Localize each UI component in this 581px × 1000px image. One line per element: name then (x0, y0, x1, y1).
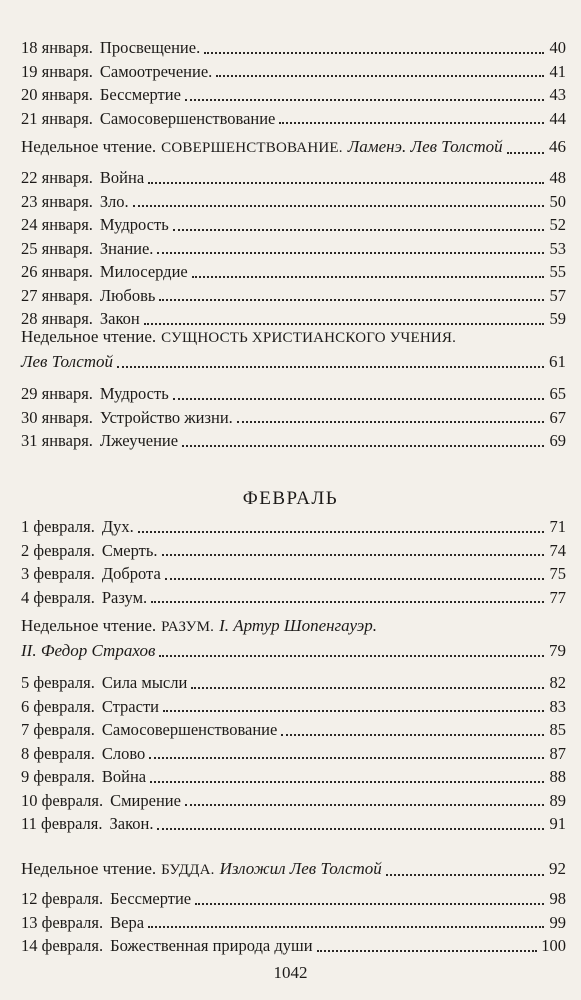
entry-date: 11 февраля. (21, 814, 103, 833)
weekly-reading-author-line[interactable] (21, 639, 566, 663)
entry-page: 67 (549, 407, 566, 427)
entry-title: Разум. (101, 587, 148, 607)
entry-date: 29 января. (21, 384, 93, 403)
leader-dots (195, 903, 544, 905)
entry-date: 28 января. (21, 309, 93, 328)
entry-date: 8 февраля. (21, 743, 95, 763)
entry-page: 52 (549, 215, 566, 234)
entry-title: Самоотречение. (99, 61, 213, 81)
entry-title: Война (99, 168, 145, 187)
entry-title: Бессмертие (99, 85, 181, 104)
toc-entry[interactable] (21, 382, 566, 406)
entry-title: Устройство жизни. (99, 407, 233, 427)
entry-page: 55 (549, 262, 566, 281)
entry-title: Мудрость (99, 215, 169, 234)
entry-page: 57 (549, 285, 566, 305)
entry-page: 99 (549, 912, 566, 932)
entry-title: Любовь (99, 285, 156, 305)
entry-date: 4 февраля. (21, 587, 95, 607)
reading-author: Изложил Лев Толстой (219, 859, 382, 878)
entry-page: 44 (549, 108, 566, 128)
reading-author: Лев Толстой (21, 352, 114, 371)
entry-page: 87 (549, 743, 566, 763)
entry-title: Война (101, 767, 147, 786)
toc-entry[interactable] (21, 406, 566, 430)
leader-dots (149, 757, 544, 759)
leader-dots (173, 229, 544, 231)
reading-label: Недельное чтение. (21, 327, 157, 346)
toc-group (21, 614, 566, 836)
entry-page: 79 (549, 641, 566, 660)
entry-page: 88 (549, 767, 566, 786)
entry-page: 71 (549, 517, 566, 536)
entry-title: Зло. (99, 191, 129, 211)
toc-entry[interactable] (21, 765, 566, 789)
entry-title: Страсти (101, 696, 159, 716)
entry-page: 82 (549, 673, 566, 692)
toc-entry[interactable] (21, 83, 566, 107)
entry-page: 46 (549, 137, 566, 156)
leader-dots (191, 687, 544, 689)
entry-date: 12 февраля. (21, 889, 104, 908)
toc-group (21, 36, 566, 130)
toc-entry[interactable] (21, 190, 566, 214)
toc-entry[interactable] (21, 237, 566, 261)
weekly-reading-entry[interactable] (21, 325, 566, 350)
leader-dots (159, 299, 544, 301)
entry-page: 100 (541, 936, 566, 955)
leader-dots (138, 531, 544, 533)
entry-page: 43 (549, 85, 566, 104)
entry-date: 5 февраля. (21, 673, 95, 692)
entry-title: Дух. (101, 517, 134, 536)
entry-date: 10 февраля. (21, 790, 104, 810)
toc-entry[interactable] (21, 515, 566, 539)
entry-title: Слово (101, 743, 146, 763)
entry-page: 65 (549, 384, 566, 403)
toc-entry[interactable] (21, 284, 566, 308)
entry-page: 69 (549, 431, 566, 450)
entry-title: Закон. (109, 814, 154, 833)
entry-title: Самосовершенствование (99, 108, 276, 128)
toc-entry[interactable] (21, 789, 566, 813)
entry-date: 9 февраля. (21, 767, 95, 786)
toc-entry[interactable] (21, 934, 566, 958)
entry-page: 74 (549, 540, 566, 560)
entry-title: Лжеучение (99, 431, 179, 450)
reading-label: Недельное чтение. (21, 616, 157, 635)
leader-dots (163, 710, 544, 712)
entry-page: 50 (549, 191, 566, 211)
toc-group (21, 515, 566, 609)
entry-date: 21 января. (21, 108, 93, 128)
entry-title: Просвещение. (99, 38, 201, 57)
entry-title: Самосовершенствование (101, 720, 278, 739)
toc-entry[interactable] (21, 166, 566, 190)
entry-page: 89 (549, 790, 566, 810)
entry-page: 75 (549, 564, 566, 583)
toc-entry[interactable] (21, 586, 566, 610)
entry-date: 22 января. (21, 168, 93, 187)
leader-dots (148, 182, 544, 184)
reading-title: РАЗУМ. (161, 619, 215, 635)
page-number-footer: 1042 (273, 963, 308, 982)
entry-date: 3 февраля. (21, 564, 95, 583)
entry-page: 59 (549, 309, 566, 328)
leader-dots (279, 122, 544, 124)
toc-entry[interactable] (21, 213, 566, 237)
toc-entry[interactable] (21, 562, 566, 586)
month-heading: ФЕВРАЛЬ (242, 488, 339, 509)
entry-title: Смирение (110, 790, 181, 810)
entry-date: 23 января. (21, 191, 93, 211)
leader-dots (159, 655, 544, 657)
toc-entry[interactable] (21, 429, 566, 453)
entry-date: 30 января. (21, 407, 93, 427)
toc-entry[interactable] (21, 671, 566, 695)
entry-title: Божественная природа души (110, 936, 313, 955)
leader-dots (507, 152, 544, 154)
leader-dots (150, 781, 544, 783)
entry-page: 77 (549, 587, 566, 607)
leader-dots (157, 252, 544, 254)
entry-title: Вера (110, 912, 145, 932)
toc-entry[interactable] (21, 260, 566, 284)
toc-entry[interactable] (21, 695, 566, 719)
weekly-reading-author-line[interactable] (21, 350, 566, 374)
entry-title: Закон (99, 309, 140, 328)
entry-page: 91 (549, 814, 566, 833)
reading-author: II. Федор Страхов (21, 641, 156, 660)
entry-page: 61 (549, 352, 566, 371)
reading-title: БУДДА. (161, 862, 215, 878)
leader-dots (182, 445, 544, 447)
leader-dots (237, 421, 544, 423)
leader-dots (117, 366, 544, 368)
reading-author: I. Артур Шопенгауэр. (219, 616, 378, 635)
entry-date: 24 января. (21, 215, 93, 234)
leader-dots (386, 874, 544, 876)
reading-label: Недельное чтение. (21, 137, 157, 156)
entry-date: 31 января. (21, 431, 93, 450)
leader-dots (151, 601, 544, 603)
leader-dots (185, 99, 544, 101)
toc-group (21, 135, 566, 331)
toc-group (21, 325, 566, 453)
entry-date: 1 февраля. (21, 517, 95, 536)
entry-date: 25 января. (21, 238, 93, 258)
entry-page: 48 (549, 168, 566, 187)
toc-group (21, 857, 566, 958)
entry-date: 2 февраля. (21, 540, 95, 560)
entry-title: Милосердие (99, 262, 188, 281)
entry-date: 6 февраля. (21, 696, 95, 716)
toc-entry[interactable] (21, 718, 566, 742)
leader-dots (281, 734, 544, 736)
toc-entry[interactable] (21, 812, 566, 836)
weekly-reading-entry[interactable] (21, 614, 566, 639)
entry-date: 7 февраля. (21, 720, 95, 739)
entry-title: Знание. (99, 238, 154, 258)
entry-title: Мудрость (99, 384, 169, 403)
reading-author: Ламенэ. Лев Толстой (347, 137, 503, 156)
entry-date: 18 января. (21, 38, 93, 57)
toc-entry[interactable] (21, 60, 566, 84)
toc-entry[interactable] (21, 887, 566, 911)
leader-dots (216, 75, 544, 77)
entry-page: 40 (549, 38, 566, 57)
weekly-reading-entry[interactable] (21, 857, 566, 882)
entry-page: 83 (549, 696, 566, 716)
toc-entry[interactable] (21, 107, 566, 131)
entry-page: 53 (549, 238, 566, 258)
reading-title: СУЩНОСТЬ ХРИСТИАНСКОГО УЧЕНИЯ. (161, 330, 457, 346)
entry-date: 26 января. (21, 262, 93, 281)
entry-date: 27 января. (21, 285, 93, 305)
entry-title: Смерть. (101, 540, 158, 560)
entry-date: 13 февраля. (21, 912, 104, 932)
entry-date: 19 января. (21, 61, 93, 81)
entry-page: 85 (549, 720, 566, 739)
entry-title: Доброта (101, 564, 161, 583)
entry-date: 20 января. (21, 85, 93, 104)
toc-entry[interactable] (21, 742, 566, 766)
weekly-reading-entry[interactable] (21, 135, 566, 160)
leader-dots (165, 578, 544, 580)
leader-dots (192, 276, 544, 278)
entry-page: 92 (549, 859, 566, 878)
leader-dots (317, 950, 538, 952)
toc-entry[interactable] (21, 36, 566, 60)
entry-page: 41 (549, 61, 566, 81)
leader-dots (133, 205, 544, 207)
entry-title: Сила мысли (101, 673, 188, 692)
toc-entry[interactable] (21, 539, 566, 563)
leader-dots (173, 398, 544, 400)
entry-date: 14 февраля. (21, 936, 104, 955)
entry-page: 98 (549, 889, 566, 908)
reading-label: Недельное чтение. (21, 859, 157, 878)
leader-dots (157, 828, 544, 830)
leader-dots (185, 804, 544, 806)
leader-dots (204, 52, 544, 54)
leader-dots (162, 554, 544, 556)
leader-dots (148, 926, 544, 928)
toc-entry[interactable] (21, 911, 566, 935)
reading-title: СОВЕРШЕНСТВОВАНИЕ. (161, 140, 343, 156)
entry-title: Бессмертие (110, 889, 192, 908)
